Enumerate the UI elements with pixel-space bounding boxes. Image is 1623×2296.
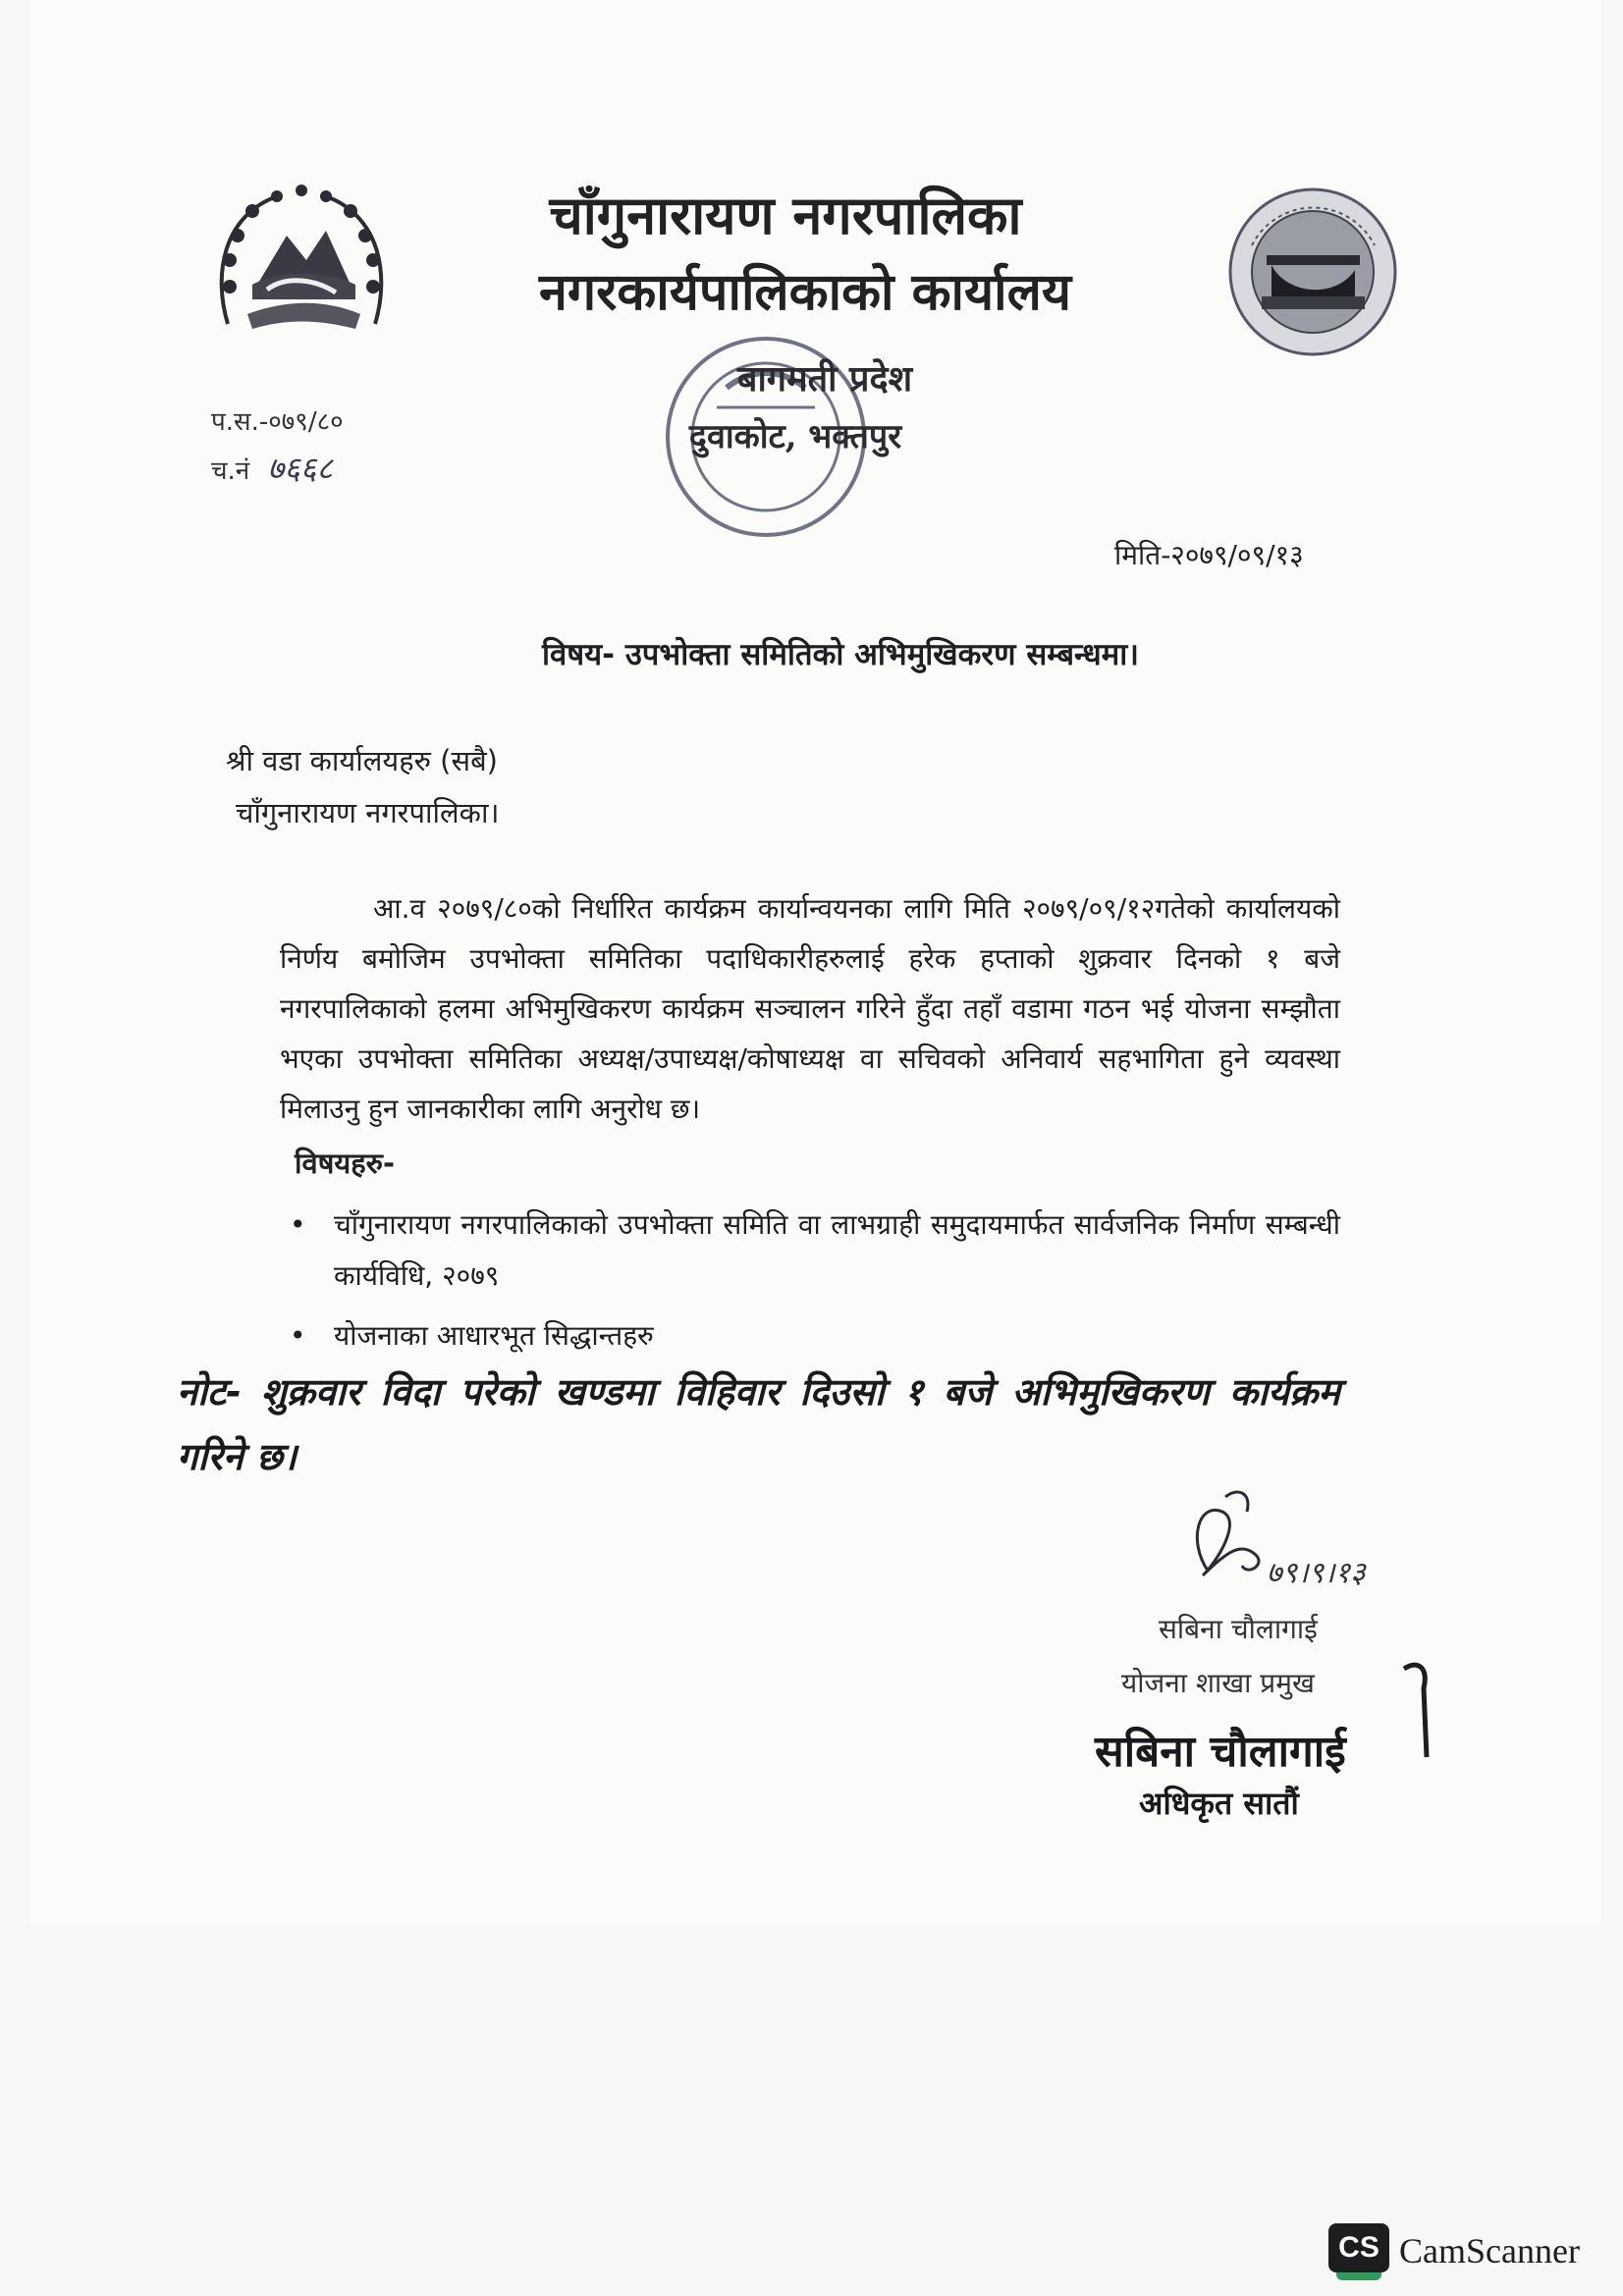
office-title-line2: नगरकार्यपालिकाको कार्यालय (538, 262, 1072, 322)
stamp-rank: अधिकृत सातौं (1139, 1785, 1299, 1822)
stamp-name: सबिना चौलागाई (1095, 1727, 1346, 1777)
signatory-name: सबिना चौलागाई (1159, 1613, 1318, 1645)
addressee-line1: श्री वडा कार्यालयहरु (सबै) (226, 744, 498, 777)
topic-item-text: चाँगुनारायण नगरपालिकाको उपभोक्ता समिति वा लाभग्राही समुदायमार्फत सार्वजनिक निर्माण सम्बन्धी कार्यविधि, २०७९ (334, 1208, 1340, 1292)
dispatch-number-ref (211, 447, 333, 489)
bullet-icon: • (290, 1208, 306, 1241)
bullet-icon: • (290, 1319, 306, 1352)
office-province: बागमती प्रदेश (736, 358, 913, 400)
topic-item (290, 1310, 1340, 1362)
office-title-line1: चाँगुनारायण नगरपालिका (549, 184, 1022, 246)
nepal-emblem-icon (208, 177, 395, 344)
fiscal-year-ref: प.स.-०७९/८० (211, 407, 344, 437)
topics-heading: विषयहरु- (295, 1147, 395, 1180)
body-paragraph: आ.व २०७९/८०को निर्धारित कार्यक्रम कार्यान्वयनका लागि मिति २०७९/०९/१२गतेको कार्यालयको निर्णय बमोजिम उपभोक्ता समितिका पदाधिकारीहरुलाई हरेक हप्ताको शुक्रवार दिनको १ बजे नगरपालिकाको हलमा अभिमुखिकरण कार्यक्रम सञ्चालन गरिने हुँदा तहाँ वडामा गठन भई योजना सम्झौता भएका उपभोक्ता समितिका अध्यक्ष/उपाध्यक्ष/कोषाध्यक्ष वा सचिवको अनिवार्य सहभागिता हुने व्यवस्था मिलाउनु हुन जानकारीका लागि अनुरोध छ। (280, 892, 1340, 1125)
signature-date: ७९।९।१३ (1267, 1556, 1366, 1590)
dispatch-label: च.नं (211, 456, 250, 486)
letter-subject: विषय- उपभोक्ता समितिको अभिमुखिकरण सम्बन्धमा। (542, 637, 1140, 672)
dispatch-number: ७६६८ (267, 450, 334, 487)
office-address: दुवाकोट, भक्तपुर (688, 417, 902, 456)
topic-item (290, 1200, 1340, 1302)
camscanner-brand: CamScanner (1399, 2231, 1580, 2270)
signatory-role: योजना शाखा प्रमुख (1121, 1667, 1315, 1699)
handwritten-mark-icon (1399, 1659, 1438, 1767)
camscanner-logo: CS (1328, 2223, 1389, 2272)
note-text: नोट- शुक्रवार विदा परेको खण्डमा विहिवार दिउसो १ बजे अभिमुखिकरण कार्यक्रम गरिने छ। (177, 1370, 1340, 1478)
addressee-line2: चाँगुनारायण नगरपालिका। (236, 796, 500, 829)
letter-body (280, 883, 1340, 1134)
municipality-logo-icon (1227, 187, 1399, 358)
topic-item-text: योजनाका आधारभूत सिद्धान्तहरु (334, 1319, 654, 1352)
letter-date: मिति-२०७९/०९/१३ (1114, 539, 1304, 571)
